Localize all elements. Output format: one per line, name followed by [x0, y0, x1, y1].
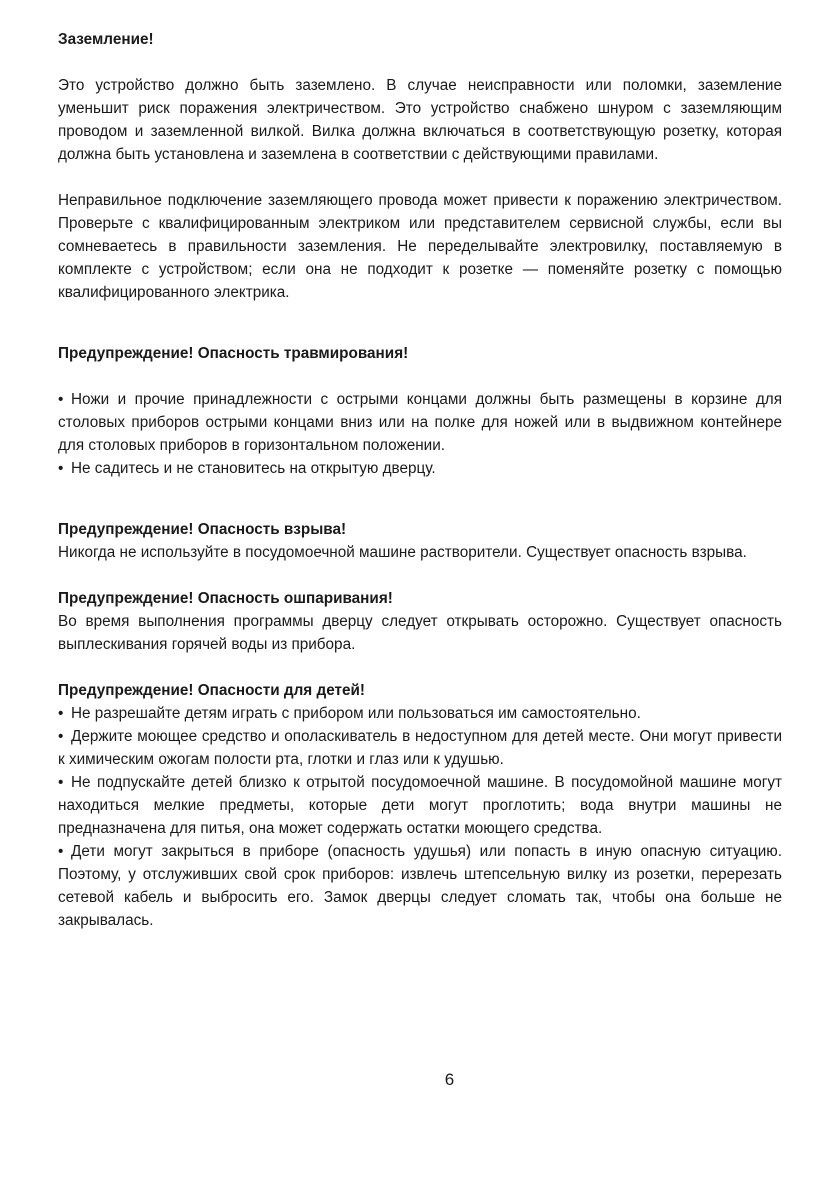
bullet-marker: • — [58, 843, 64, 860]
page-number: 6 — [444, 1070, 455, 1089]
grounding-paragraph-2: Неправильное подключение заземляющего провода может привести к поражению электричеством. Проверьте с квалифицированным электриком или представителем сервисной службы, если вы сомневаетесь в правильности заземления. Не переделывайте электровилку, поставляемую в комплекте с устройством; если она не подходит к розетке — поменяйте розетку с помощью квалифицированного электрика. — [58, 192, 782, 301]
injury-heading: Предупреждение! Опасность травмирования! — [58, 345, 409, 362]
children-bullet-3-text: Не подпускайте детей близко к отрытой посудомоечной машине. В посудомойной машине могут находиться мелкие предметы, которые дети могут проглотить; вода внутри машины не предназначена для питья, она может содержать остатки моющего средства. — [58, 774, 782, 837]
page-content — [58, 28, 782, 932]
bullet-marker: • — [58, 774, 64, 791]
children-heading: Предупреждение! Опасности для детей! — [58, 682, 365, 699]
children-bullet-1 — [58, 702, 782, 725]
children-bullet-3 — [58, 771, 782, 840]
bullet-marker: • — [58, 460, 64, 477]
grounding-heading: Заземление! — [58, 31, 154, 48]
children-bullet-1-text: Не разрешайте детям играть с прибором или пользоваться им самостоятельно. — [71, 705, 641, 722]
explosion-text: Никогда не используйте в посудомоечной машине растворители. Существует опасность взрыва. — [58, 544, 747, 561]
scalding-heading: Предупреждение! Опасность ошпаривания! — [58, 590, 393, 607]
scalding-text: Во время выполнения программы дверцу следует открывать осторожно. Существует опасность выплескивания горячей воды из прибора. — [58, 613, 782, 653]
children-section — [58, 679, 782, 932]
grounding-section — [58, 28, 782, 304]
scalding-section — [58, 587, 782, 656]
bullet-marker: • — [58, 391, 64, 408]
children-bullet-2-text: Держите моющее средство и ополаскиватель в недоступном для детей месте. Они могут привести к химическим ожогам полости рта, глотки и глаз или к удушью. — [58, 728, 782, 768]
injury-bullet-1-text: Ножи и прочие принадлежности с острыми концами должны быть размещены в корзине для столовых приборов острыми концами вниз или на полке для ножей или в выдвижном контейнере для столовых приборов в горизонтальном положении. — [58, 391, 782, 454]
explosion-heading: Предупреждение! Опасность взрыва! — [58, 521, 347, 538]
bullet-marker: • — [58, 705, 64, 722]
children-bullet-4-text: Дети могут закрыться в приборе (опасность удушья) или попасть в иную опасную ситуацию. Поэтому, у отслуживших свой срок приборов: извлечь штепсельную вилку из розетки, перерезать сетевой кабель и выбросить его. Замок дверцы следует сломать так, чтобы она больше не закрывалась. — [58, 843, 782, 929]
explosion-section — [58, 518, 782, 564]
injury-bullet-2 — [58, 457, 782, 480]
injury-bullet-1 — [58, 388, 782, 457]
injury-bullet-2-text: Не садитесь и не становитесь на открытую дверцу. — [71, 460, 436, 477]
injury-section — [58, 342, 782, 480]
children-bullet-4 — [58, 840, 782, 932]
children-bullet-2 — [58, 725, 782, 771]
grounding-paragraph-1: Это устройство должно быть заземлено. В случае неисправности или поломки, заземление уменьшит риск поражения электричеством. Это устройство снабжено шнуром с заземляющим проводом и заземленной вилкой. Вилка должна включаться в соответствующую розетку, которая должна быть установлена и заземлена в соответствии с действующими правилами. — [58, 77, 782, 163]
bullet-marker: • — [58, 728, 64, 745]
